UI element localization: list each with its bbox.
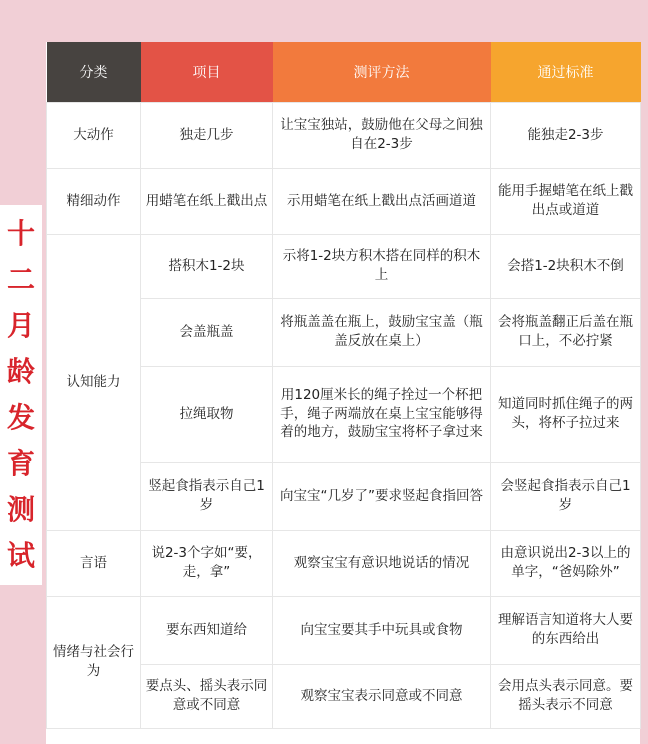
category-cell: 精细动作 bbox=[47, 168, 141, 234]
development-test-table bbox=[46, 42, 640, 744]
method-cell: 将瓶盖盖在瓶上，鼓励宝宝盖（瓶盖反放在桌上） bbox=[273, 298, 491, 366]
standard-cell: 会用点头表示同意。要摇头表示不同意 bbox=[491, 664, 641, 728]
standard-cell: 能独走2-3步 bbox=[491, 102, 641, 168]
method-cell: 用120厘米长的绳子拴过一个杯把手，绳子两端放在桌上宝宝能够得着的地方，鼓励宝宝将杯子拿过来 bbox=[273, 366, 491, 462]
category-cell: 言语 bbox=[47, 530, 141, 596]
standard-cell: 会将瓶盖翻正后盖在瓶口上，不必拧紧 bbox=[491, 298, 641, 366]
standard-cell: 由意识说出2-3以上的单字，“爸妈除外” bbox=[491, 530, 641, 596]
item-cell: 会盖瓶盖 bbox=[141, 298, 273, 366]
table-row bbox=[47, 530, 641, 596]
method-cell: 向宝宝“几岁了”要求竖起食指回答 bbox=[273, 462, 491, 530]
method-cell: 示用蜡笔在纸上戳出点活画道道 bbox=[273, 168, 491, 234]
category-cell: 认知能力 bbox=[47, 234, 141, 530]
side-title-char: 测 bbox=[6, 493, 35, 526]
item-cell: 独走几步 bbox=[141, 102, 273, 168]
item-cell: 拉绳取物 bbox=[141, 366, 273, 462]
header-method: 测评方法 bbox=[273, 42, 491, 102]
side-title-char: 月 bbox=[6, 309, 35, 342]
item-cell: 要东西知道给 bbox=[141, 596, 273, 664]
method-cell: 示将1-2块方积木搭在同样的积木上 bbox=[273, 234, 491, 298]
side-title-char: 龄 bbox=[6, 355, 35, 388]
side-title-char: 育 bbox=[6, 447, 35, 480]
method-cell: 观察宝宝有意识地说话的情况 bbox=[273, 530, 491, 596]
table-row bbox=[47, 168, 641, 234]
method-cell: 让宝宝独站，鼓励他在父母之间独自在2-3步 bbox=[273, 102, 491, 168]
item-cell: 搭积木1-2块 bbox=[141, 234, 273, 298]
item-cell: 说2-3个字如“要，走，拿” bbox=[141, 530, 273, 596]
method-cell: 向宝宝要其手中玩具或食物 bbox=[273, 596, 491, 664]
table-row bbox=[47, 596, 641, 664]
standard-cell: 知道同时抓住绳子的两头，将杯子拉过来 bbox=[491, 366, 641, 462]
item-cell: 要点头、摇头表示同意或不同意 bbox=[141, 664, 273, 728]
standard-cell: 会搭1-2块积木不倒 bbox=[491, 234, 641, 298]
side-title bbox=[0, 205, 42, 585]
item-cell: 竖起食指表示自己1岁 bbox=[141, 462, 273, 530]
header-category: 分类 bbox=[47, 42, 141, 102]
table-row bbox=[47, 102, 641, 168]
side-title-char: 十 bbox=[6, 217, 35, 250]
standard-cell: 理解语言知道将大人要的东西给出 bbox=[491, 596, 641, 664]
side-title-char: 试 bbox=[6, 539, 35, 572]
table-row bbox=[47, 234, 641, 298]
standard-cell: 能用手握蜡笔在纸上戳出点或道道 bbox=[491, 168, 641, 234]
side-title-char: 发 bbox=[6, 401, 35, 434]
header-standard: 通过标准 bbox=[491, 42, 641, 102]
table bbox=[46, 42, 641, 729]
header-row bbox=[47, 42, 641, 102]
side-title-char: 二 bbox=[6, 263, 35, 296]
header-item: 项目 bbox=[141, 42, 273, 102]
standard-cell: 会竖起食指表示自己1岁 bbox=[491, 462, 641, 530]
category-cell: 大动作 bbox=[47, 102, 141, 168]
method-cell: 观察宝宝表示同意或不同意 bbox=[273, 664, 491, 728]
item-cell: 用蜡笔在纸上戳出点 bbox=[141, 168, 273, 234]
category-cell: 情绪与社会行为 bbox=[47, 596, 141, 728]
